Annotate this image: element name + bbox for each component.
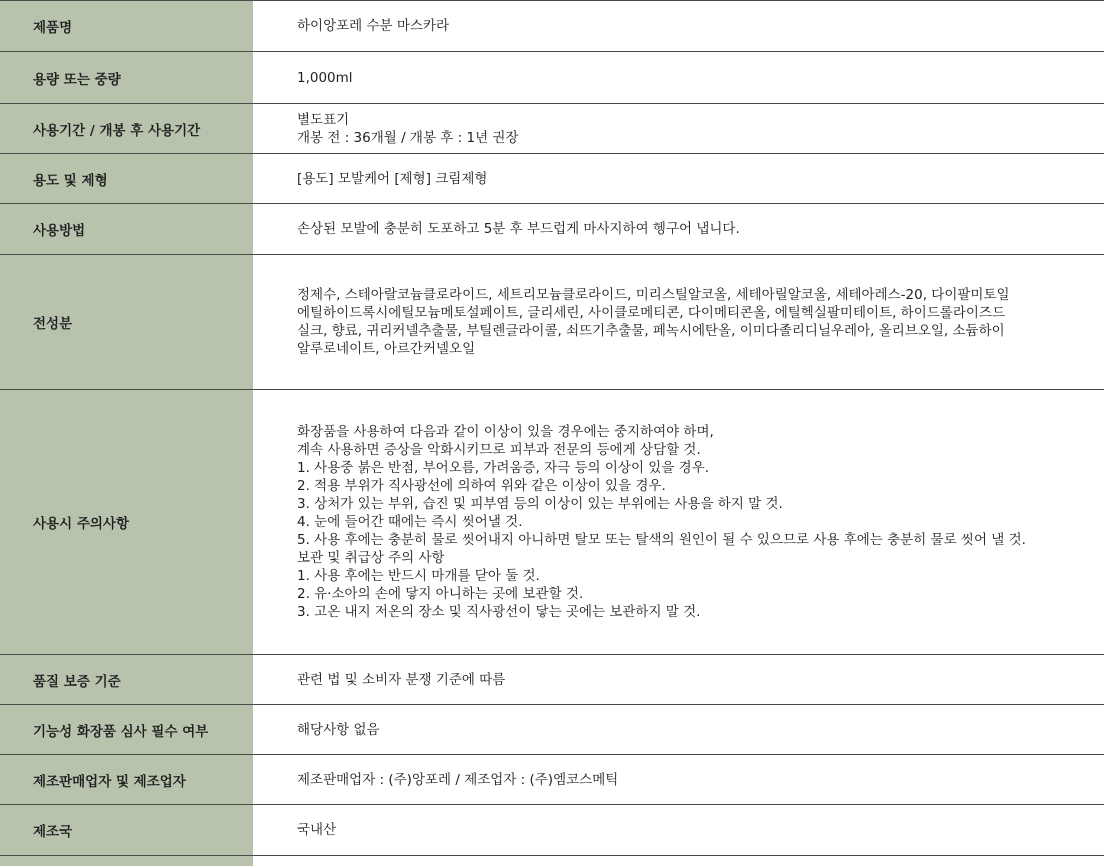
value-next-partial xyxy=(253,856,1104,866)
row-quality-standard xyxy=(0,655,1104,705)
row-next-partial xyxy=(0,856,1104,866)
label-manufacturer: 제조판매업자 및 제조업자 xyxy=(0,755,253,805)
row-ingredients xyxy=(0,255,1104,390)
row-manufacturer xyxy=(0,755,1104,805)
value-quality-standard: 관련 법 및 소비자 분쟁 기준에 따름 xyxy=(253,655,1104,705)
row-cautions xyxy=(0,390,1104,655)
label-purpose-type: 용도 및 제형 xyxy=(0,154,253,204)
label-country: 제조국 xyxy=(0,805,253,856)
value-manufacturer: 제조판매업자 : (주)앙포레 / 제조업자 : (주)엠코스메틱 xyxy=(253,755,1104,805)
row-functional-review xyxy=(0,705,1104,755)
value-country: 국내산 xyxy=(253,805,1104,856)
value-product-name: 하이앙포레 수분 마스카라 xyxy=(253,1,1104,52)
row-country xyxy=(0,805,1104,856)
value-usage-period: 별도표기 개봉 전 : 36개월 / 개봉 후 : 1년 권장 xyxy=(253,104,1104,154)
label-quality-standard: 품질 보증 기준 xyxy=(0,655,253,705)
row-product-name xyxy=(0,1,1104,52)
label-usage-period: 사용기간 / 개봉 후 사용기간 xyxy=(0,104,253,154)
value-purpose-type: [용도] 모발케어 [제형] 크림제형 xyxy=(253,154,1104,204)
label-how-to-use: 사용방법 xyxy=(0,204,253,255)
value-how-to-use: 손상된 모발에 충분히 도포하고 5분 후 부드럽게 마사지하여 헹구어 냅니다. xyxy=(253,204,1104,255)
label-next-partial xyxy=(0,856,253,866)
value-functional-review: 해당사항 없음 xyxy=(253,705,1104,755)
value-volume: 1,000ml xyxy=(253,52,1104,104)
label-cautions: 사용시 주의사항 xyxy=(0,390,253,655)
value-ingredients: 정제수, 스테아랄코늄클로라이드, 세트리모늄클로라이드, 미리스틸알코올, 세테아릴알코올, 세테아레스-20, 다이팔미토일 에틸하이드록시에틸모늄메토설페이트, 글리세린, 사이클로메티콘, 다이메티콘올, 에틸헥실팔미테이트, 하이드롤라이즈드 실크, 향료, 귀리커넬추출물, 부틸렌글라이콜, 쇠뜨기추출물, 페녹시에탄올, 이미다졸리디닐우레아, 올리브오일, 소듐하이 알루로네이트, 아르간커넬오일 xyxy=(253,255,1104,390)
label-product-name: 제품명 xyxy=(0,1,253,52)
label-ingredients: 전성분 xyxy=(0,255,253,390)
row-purpose-type xyxy=(0,154,1104,204)
value-cautions: 화장품을 사용하여 다음과 같이 이상이 있을 경우에는 중지하여야 하며, 계속 사용하면 증상을 악화시키므로 피부과 전문의 등에게 상담할 것. 1. 사용중 붉은 반점, 부어오름, 가려움증, 자극 등의 이상이 있을 경우. 2. 적용 부위가 직사광선에 의하여 위와 같은 이상이 있을 경우. 3. 상처가 있는 부위, 습진 및 피부염 등의 이상이 있는 부위에는 사용을 하지 말 것. 4. 눈에 들어간 때에는 즉시 씻어낼 것. 5. 사용 후에는 충분히 물로 씻어내지 아니하면 탈모 또는 탈색의 원인이 될 수 있으므로 사용 후에는 충분히 물로 씻어 낼 것. 보관 및 취급상 주의 사항 1. 사용 후에는 반드시 마개를 닫아 둘 것. 2. 유·소아의 손에 닿지 아니하는 곳에 보관할 것. 3. 고온 내지 저온의 장소 및 직사광선이 닿는 곳에는 보관하지 말 것. xyxy=(253,390,1104,655)
row-how-to-use xyxy=(0,204,1104,255)
row-volume xyxy=(0,52,1104,104)
label-functional-review: 기능성 화장품 심사 필수 여부 xyxy=(0,705,253,755)
row-usage-period xyxy=(0,104,1104,154)
label-volume: 용량 또는 중량 xyxy=(0,52,253,104)
